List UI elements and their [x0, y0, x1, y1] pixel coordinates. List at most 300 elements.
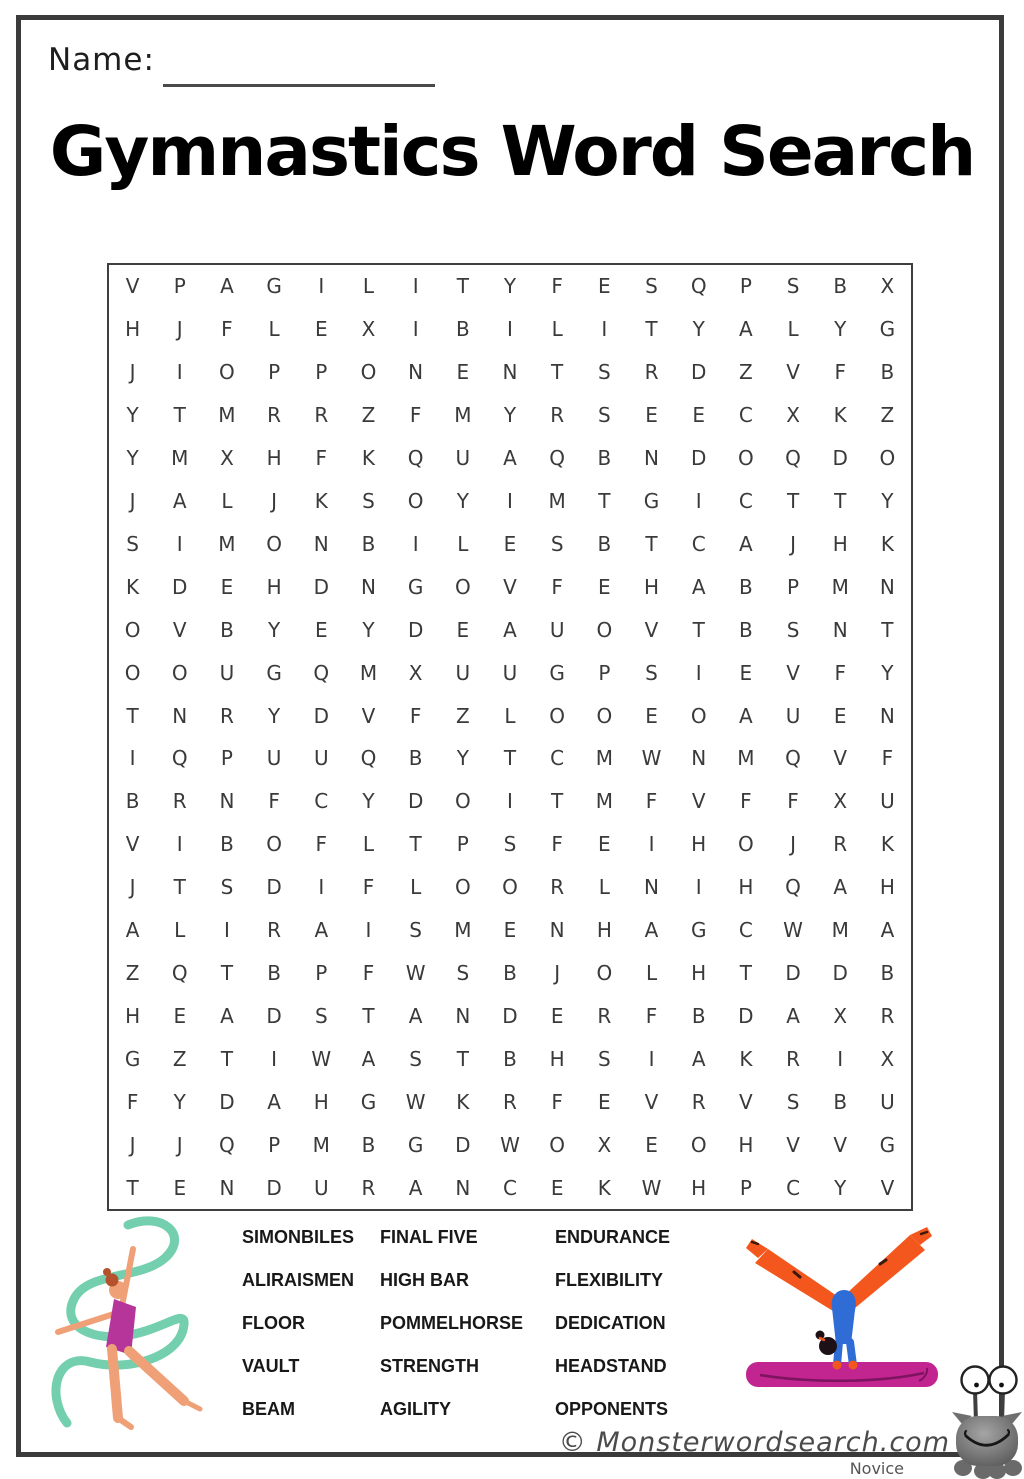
grid-cell: S: [409, 1046, 422, 1071]
grid-cell: Y: [881, 488, 894, 513]
grid-cell: P: [739, 274, 752, 299]
grid-cell: H: [738, 1132, 754, 1157]
word-list-item: ALIRAISMEN: [242, 1270, 354, 1290]
grid-cell: I: [412, 531, 419, 556]
grid-cell: Z: [125, 960, 140, 985]
grid-cell: H: [266, 574, 282, 599]
grid-cell: O: [454, 875, 471, 900]
grid-cell: F: [551, 574, 563, 599]
grid-cell: U: [549, 617, 565, 642]
grid-cell: S: [409, 918, 422, 943]
grid-cell: Y: [362, 617, 375, 642]
word-list-item: FLEXIBILITY: [555, 1270, 663, 1290]
grid-cell: S: [786, 274, 800, 299]
grid-cell: G: [549, 660, 565, 685]
grid-cell: O: [124, 617, 141, 642]
grid-cell: U: [880, 789, 895, 814]
grid-cell: D: [266, 875, 282, 900]
grid-cell: I: [695, 488, 702, 513]
grid-cell: E: [456, 360, 470, 385]
grid-cell: I: [412, 274, 419, 299]
grid-cell: A: [691, 574, 706, 599]
grid-cell: X: [597, 1132, 612, 1157]
grid-cell: Q: [219, 1132, 235, 1157]
grid-cell: V: [833, 1132, 848, 1157]
grid-cell: C: [691, 531, 706, 556]
grid-cell: M: [218, 403, 236, 428]
grid-cell: G: [407, 1132, 424, 1157]
grid-cell: M: [171, 446, 189, 471]
difficulty-level: Novice: [849, 1459, 904, 1478]
grid-cell: B: [125, 789, 140, 814]
grid-cell: F: [221, 317, 233, 342]
grid-cell: Y: [692, 317, 705, 342]
grid-cell: D: [172, 574, 188, 599]
grid-cell: E: [456, 617, 470, 642]
grid-cell: E: [220, 574, 234, 599]
grid-cell: V: [739, 1089, 753, 1114]
grid-cell: L: [410, 875, 422, 900]
grid-cell: I: [507, 488, 513, 513]
grid-cell: F: [551, 1089, 563, 1114]
grid-cell: L: [787, 317, 799, 342]
word-list-item: DEDICATION: [555, 1313, 666, 1333]
name-underline: [163, 84, 435, 87]
grid-cell: U: [219, 660, 235, 685]
grid-cell: A: [739, 317, 753, 342]
grid-cell: E: [173, 1175, 187, 1200]
grid-cell: N: [879, 703, 895, 728]
grid-cell: E: [645, 703, 658, 728]
grid-cell: U: [785, 703, 801, 728]
grid-cell: E: [173, 1003, 187, 1028]
grid-cell: A: [172, 488, 187, 513]
grid-cell: A: [503, 617, 517, 642]
grid-cell: W: [405, 960, 426, 985]
grid-cell: Q: [360, 746, 377, 771]
grid-cell: V: [786, 360, 800, 385]
grid-cell: G: [124, 1046, 141, 1071]
grid-cell: G: [407, 574, 424, 599]
grid-cell: T: [220, 1046, 234, 1071]
ribbon-gymnast-illustration: [32, 1213, 228, 1451]
grid-cell: Q: [690, 274, 707, 299]
grid-cell: C: [738, 488, 753, 513]
grid-cell: M: [737, 746, 755, 771]
grid-cell: Y: [126, 446, 139, 471]
grid-cell: O: [171, 660, 188, 685]
grid-cell: E: [314, 617, 328, 642]
grid-cell: U: [313, 746, 329, 771]
grid-cell: I: [365, 918, 372, 943]
grid-cell: P: [268, 360, 281, 385]
grid-cell: B: [220, 617, 234, 642]
grid-cell: A: [880, 918, 895, 943]
grid-cell: A: [739, 531, 753, 556]
grid-cell: I: [695, 875, 702, 900]
grid-cell: G: [879, 1132, 896, 1157]
grid-cell: H: [832, 531, 848, 556]
grid-cell: K: [597, 1175, 611, 1200]
grid-cell: T: [598, 488, 611, 513]
grid-cell: E: [645, 403, 658, 428]
grid-cell: A: [833, 875, 848, 900]
grid-cell: U: [313, 1175, 329, 1200]
grid-cell: O: [407, 488, 424, 513]
grid-cell: K: [126, 574, 140, 599]
grid-cell: W: [641, 746, 662, 771]
grid-cell: N: [644, 446, 659, 471]
grid-cell: P: [456, 832, 469, 857]
grid-cell: M: [548, 488, 566, 513]
grid-cell: V: [172, 617, 187, 642]
grid-cell: R: [550, 403, 565, 428]
grid-cell: B: [455, 317, 470, 342]
grid-cell: N: [879, 574, 895, 599]
grid-cell: A: [644, 918, 659, 943]
word-list-item: AGILITY: [380, 1399, 451, 1419]
grid-cell: Z: [880, 403, 895, 428]
grid-cell: A: [314, 918, 329, 943]
grid-cell: L: [598, 875, 610, 900]
grid-cell: A: [739, 703, 753, 728]
grid-cell: I: [412, 317, 419, 342]
grid-cell: R: [691, 1089, 706, 1114]
grid-cell: A: [503, 446, 517, 471]
grid-cell: L: [174, 918, 186, 943]
grid-cell: O: [219, 360, 235, 385]
word-list-item: HIGH BAR: [380, 1270, 469, 1290]
grid-cell: Q: [407, 446, 424, 471]
word-list-item: FINAL FIVE: [380, 1227, 478, 1247]
grid-cell: H: [313, 1089, 329, 1114]
grid-cell: I: [318, 875, 325, 900]
grid-cell: W: [641, 1175, 662, 1200]
grid-cell: H: [879, 875, 895, 900]
grid-cell: S: [126, 531, 139, 556]
grid-cell: T: [645, 531, 658, 556]
grid-cell: P: [220, 746, 233, 771]
grid-cell: I: [648, 1046, 655, 1071]
grid-cell: Q: [313, 660, 330, 685]
grid-cell: F: [409, 703, 422, 728]
grid-cell: I: [176, 531, 183, 556]
grid-cell: L: [221, 488, 233, 513]
grid-cell: X: [880, 274, 895, 299]
grid-cell: F: [645, 789, 658, 814]
grid-cell: R: [644, 360, 659, 385]
grid-cell: B: [503, 1046, 517, 1071]
grid-cell: R: [786, 1046, 800, 1071]
grid-cell: T: [362, 1003, 375, 1028]
grid-cell: V: [503, 574, 517, 599]
word-list: [242, 1216, 755, 1431]
grid-cell: H: [644, 574, 660, 599]
grid-cell: B: [691, 1003, 706, 1028]
grid-cell: J: [554, 960, 561, 985]
grid-cell: O: [690, 1132, 707, 1157]
grid-cell: T: [786, 488, 800, 513]
grid-cell: O: [596, 960, 613, 985]
grid-cell: B: [267, 960, 281, 985]
grid-cell: I: [837, 1046, 844, 1071]
grid-cell: K: [456, 1089, 470, 1114]
grid-cell: M: [831, 574, 849, 599]
grid-cell: R: [219, 703, 234, 728]
grid-cell: X: [880, 1046, 895, 1071]
grid-cell: R: [597, 1003, 612, 1028]
grid-cell: L: [504, 703, 516, 728]
grid-cell: D: [690, 360, 707, 385]
grid-cell: Q: [785, 746, 801, 771]
grid-cell: S: [597, 1046, 611, 1071]
grid-cell: F: [362, 960, 375, 985]
grid-cell: F: [362, 875, 375, 900]
grid-cell: Z: [172, 1046, 187, 1071]
word-list-item: OPPONENTS: [555, 1399, 669, 1419]
grid-cell: X: [786, 403, 800, 428]
grid-cell: K: [739, 1046, 753, 1071]
grid-cell: S: [550, 531, 564, 556]
grid-cell: E: [833, 703, 847, 728]
grid-cell: P: [787, 574, 800, 599]
grid-cell: J: [271, 488, 278, 513]
grid-cell: S: [314, 1003, 328, 1028]
grid-cell: T: [126, 703, 139, 728]
grid-cell: A: [220, 1003, 234, 1028]
grid-cell: O: [549, 703, 566, 728]
grid-cell: Y: [503, 403, 517, 428]
grid-cell: Y: [268, 703, 281, 728]
grid-cell: L: [268, 317, 280, 342]
grid-cell: U: [455, 446, 471, 471]
grid-cell: T: [173, 403, 186, 428]
grid-cell: O: [454, 789, 471, 814]
grid-cell: A: [361, 1046, 376, 1071]
grid-cell: V: [833, 746, 848, 771]
grid-cell: F: [787, 789, 799, 814]
grid-cell: N: [644, 875, 659, 900]
grid-cell: I: [601, 317, 608, 342]
grid-cell: H: [738, 875, 754, 900]
grid-cell: B: [833, 274, 848, 299]
grid-cell: R: [267, 918, 282, 943]
grid-cell: O: [690, 703, 707, 728]
grid-cell: Y: [456, 746, 469, 771]
grid-cell: A: [786, 1003, 800, 1028]
grid-cell: G: [690, 918, 707, 943]
grid-cell: T: [739, 960, 752, 985]
grid-cell: E: [550, 1175, 564, 1200]
grid-cell: H: [125, 317, 141, 342]
grid-cell: O: [596, 617, 613, 642]
grid-cell: T: [551, 789, 564, 814]
grid-cell: E: [645, 1132, 658, 1157]
grid-cell: A: [220, 274, 234, 299]
grid-cell: Y: [268, 617, 281, 642]
grid-cell: I: [271, 1046, 278, 1071]
grid-cell: L: [551, 317, 563, 342]
grid-cell: I: [318, 274, 325, 299]
grid-cell: J: [176, 317, 183, 342]
grid-cell: D: [313, 574, 329, 599]
grid-cell: J: [790, 832, 796, 857]
grid-cell: H: [691, 960, 707, 985]
word-list-item: BEAM: [242, 1399, 295, 1419]
grid-cell: Q: [785, 875, 801, 900]
grid-cell: H: [691, 1175, 707, 1200]
grid-cell: D: [690, 446, 707, 471]
beam-gymnast-illustration: [728, 1222, 950, 1408]
grid-cell: O: [266, 531, 282, 556]
grid-cell: Y: [362, 789, 375, 814]
grid-cell: J: [129, 360, 136, 385]
grid-cell: S: [597, 403, 611, 428]
word-list-item: HEADSTAND: [555, 1356, 667, 1376]
grid-cell: F: [126, 1089, 139, 1114]
grid-cell: N: [549, 918, 565, 943]
grid-cell: D: [502, 1003, 518, 1028]
grid-cell: B: [597, 531, 612, 556]
grid-cell: D: [407, 617, 424, 642]
grid-cell: A: [691, 1046, 706, 1071]
grid-cell: D: [455, 1132, 471, 1157]
grid-cell: E: [598, 1089, 611, 1114]
grid-cell: A: [408, 1003, 423, 1028]
grid-cell: V: [361, 703, 376, 728]
grid-cell: D: [785, 960, 801, 985]
word-list-item: SIMONBILES: [242, 1227, 355, 1247]
grid-cell: F: [834, 660, 846, 685]
word-list-item: FLOOR: [242, 1313, 305, 1333]
grid-cell: C: [550, 746, 565, 771]
grid-cell: T: [503, 746, 517, 771]
grid-cell: U: [502, 660, 518, 685]
grid-cell: T: [126, 1175, 139, 1200]
grid-cell: J: [129, 875, 136, 900]
grid-cell: B: [833, 1089, 848, 1114]
grid-cell: V: [786, 660, 800, 685]
word-list-item: POMMELHORSE: [380, 1313, 524, 1333]
grid-cell: R: [361, 1175, 376, 1200]
grid-cell: S: [220, 875, 234, 900]
grid-cell: Q: [785, 446, 801, 471]
grid-cell: B: [503, 960, 517, 985]
grid-cell: V: [880, 1175, 895, 1200]
grid-cell: R: [172, 789, 187, 814]
grid-cell: O: [454, 574, 471, 599]
grid-cell: F: [881, 746, 894, 771]
grid-cell: T: [456, 1046, 469, 1071]
grid-cell: Q: [549, 446, 566, 471]
grid-cell: B: [597, 446, 612, 471]
grid-cell: G: [266, 274, 282, 299]
grid-cell: M: [359, 660, 378, 685]
grid-cell: S: [645, 274, 658, 299]
grid-cell: Y: [834, 1175, 847, 1200]
grid-cell: O: [738, 446, 754, 471]
grid-cell: E: [692, 403, 706, 428]
grid-cell: H: [549, 1046, 565, 1071]
grid-cell: D: [738, 1003, 754, 1028]
grid-cell: N: [455, 1175, 471, 1200]
grid-cell: R: [314, 403, 329, 428]
grid-cell: B: [408, 746, 423, 771]
grid-cell: M: [595, 746, 613, 771]
word-list-item: ENDURANCE: [555, 1227, 671, 1247]
grid-cell: N: [408, 360, 424, 385]
grid-cell: S: [503, 832, 517, 857]
grid-cell: I: [176, 832, 183, 857]
grid-cell: E: [503, 918, 517, 943]
word-list-item: STRENGTH: [380, 1356, 479, 1376]
grid-cell: T: [220, 960, 234, 985]
grid-cell: G: [266, 660, 282, 685]
grid-cell: R: [833, 832, 848, 857]
grid-cell: C: [786, 1175, 801, 1200]
grid-cell: S: [786, 1089, 800, 1114]
grid-cell: X: [361, 317, 376, 342]
grid-cell: I: [648, 832, 655, 857]
name-label: Name:: [48, 42, 155, 78]
grid-cell: O: [549, 1132, 566, 1157]
grid-cell: L: [362, 832, 375, 857]
grid-cell: N: [455, 1003, 471, 1028]
word-search-grid: [107, 263, 913, 1211]
grid-cell: C: [738, 918, 753, 943]
grid-cell: U: [455, 660, 471, 685]
grid-cell: V: [644, 1089, 659, 1114]
copyright-credit: © Monsterwordsearch.com: [558, 1427, 950, 1458]
grid-cell: D: [266, 1175, 282, 1200]
grid-cell: V: [691, 789, 706, 814]
grid-cell: O: [124, 660, 141, 685]
grid-cell: V: [125, 274, 140, 299]
grid-cell: B: [739, 617, 753, 642]
grid-cell: I: [507, 317, 513, 342]
grid-cell: A: [408, 1175, 423, 1200]
grid-cell: X: [220, 446, 234, 471]
grid-cell: O: [879, 446, 896, 471]
grid-cell: R: [267, 403, 282, 428]
grid-cell: K: [833, 403, 847, 428]
grid-cell: T: [456, 274, 469, 299]
grid-cell: B: [220, 832, 234, 857]
grid-cell: L: [645, 960, 658, 985]
grid-cell: B: [361, 531, 376, 556]
grid-cell: B: [880, 960, 895, 985]
grid-cell: P: [598, 660, 611, 685]
grid-cell: H: [691, 832, 707, 857]
grid-cell: I: [129, 746, 136, 771]
grid-cell: E: [503, 531, 517, 556]
grid-cell: X: [833, 789, 848, 814]
monster-mascot-icon: [950, 1360, 1024, 1479]
grid-cell: J: [790, 531, 796, 556]
grid-cell: U: [266, 746, 282, 771]
grid-cell: Y: [456, 488, 469, 513]
grid-cell: I: [176, 360, 183, 385]
grid-cell: I: [695, 660, 702, 685]
grid-cell: W: [500, 1132, 520, 1157]
grid-cell: W: [783, 918, 803, 943]
grid-cell: T: [881, 617, 894, 642]
grid-cell: O: [502, 875, 518, 900]
grid-cell: D: [832, 446, 848, 471]
grid-cell: O: [266, 832, 282, 857]
grid-cell: T: [173, 875, 186, 900]
grid-cell: K: [880, 832, 894, 857]
